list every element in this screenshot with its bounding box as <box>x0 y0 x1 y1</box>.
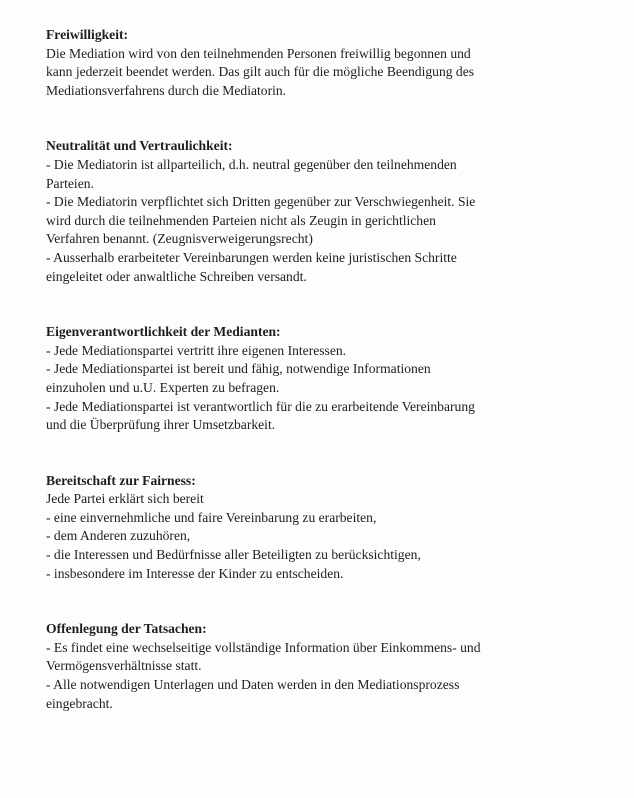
section-heading: Offenlegung der Tatsachen: <box>46 621 207 637</box>
text-line: - insbesondere im Interesse der Kinder zu entscheiden. <box>46 565 344 581</box>
text-line: - die Interessen und Bedürfnisse aller Beteiligten zu berücksichtigen, <box>46 547 421 563</box>
section-heading: Neutralität und Vertraulichkeit: <box>46 138 233 154</box>
text-line: Jede Partei erklärt sich bereit <box>46 491 204 507</box>
document-body <box>46 26 606 713</box>
text-line: - Es findet eine wechselseitige vollständige Information über Einkommens- und <box>46 639 481 655</box>
text-line: - dem Anderen zuzuhören, <box>46 528 191 544</box>
text-line: Parteien. <box>46 175 94 191</box>
text-line: eingebracht. <box>46 695 113 711</box>
text-line: Mediationsverfahrens durch die Mediatorin. <box>46 82 287 98</box>
text-line: - Jede Mediationspartei vertritt ihre eigenen Interessen. <box>46 342 347 358</box>
section-freiwilligkeit <box>46 26 606 100</box>
section-heading: Freiwilligkeit: <box>46 27 129 42</box>
text-line: - Ausserhalb erarbeiteter Vereinbarungen werden keine juristischen Schritte <box>46 249 457 265</box>
text-line: wird durch die teilnehmenden Parteien nicht als Zeugin in gerichtlichen <box>46 212 436 228</box>
text-line: kann jederzeit beendet werden. Das gilt auch für die mögliche Beendigung des <box>46 64 475 80</box>
section-offenlegung <box>46 620 606 713</box>
section-neutralitaet <box>46 137 606 286</box>
text-line: - Jede Mediationspartei ist bereit und fähig, notwendige Informationen <box>46 361 431 377</box>
text-line: Vermögensverhältnisse statt. <box>46 658 202 674</box>
text-line: - eine einvernehmliche und faire Vereinbarung zu erarbeiten, <box>46 509 377 525</box>
text-line: - Alle notwendigen Unterlagen und Daten werden in den Mediationsprozess <box>46 677 460 693</box>
text-line: eingeleitet oder anwaltliche Schreiben versandt. <box>46 268 307 284</box>
text-line: Verfahren benannt. (Zeugnisverweigerungsrecht) <box>46 231 313 247</box>
section-heading: Bereitschaft zur Fairness: <box>46 472 196 488</box>
text-line: - Die Mediatorin verpflichtet sich Dritten gegenüber zur Verschwiegenheit. Sie <box>46 194 476 210</box>
text-line: und die Überprüfung ihrer Umsetzbarkeit. <box>46 417 276 433</box>
section-eigenverantwortlichkeit <box>46 323 606 435</box>
text-line: Die Mediation wird von den teilnehmenden Personen freiwillig begonnen und <box>46 45 471 61</box>
text-line: einzuholen und u.U. Experten zu befragen. <box>46 379 280 395</box>
section-fairness <box>46 472 606 584</box>
text-line: - Die Mediatorin ist allparteilich, d.h. neutral gegenüber den teilnehmenden <box>46 156 457 172</box>
text-line: - Jede Mediationspartei ist verantwortlich für die zu erarbeitende Vereinbarung <box>46 398 475 414</box>
section-heading: Eigenverantwortlichkeit der Medianten: <box>46 324 281 340</box>
